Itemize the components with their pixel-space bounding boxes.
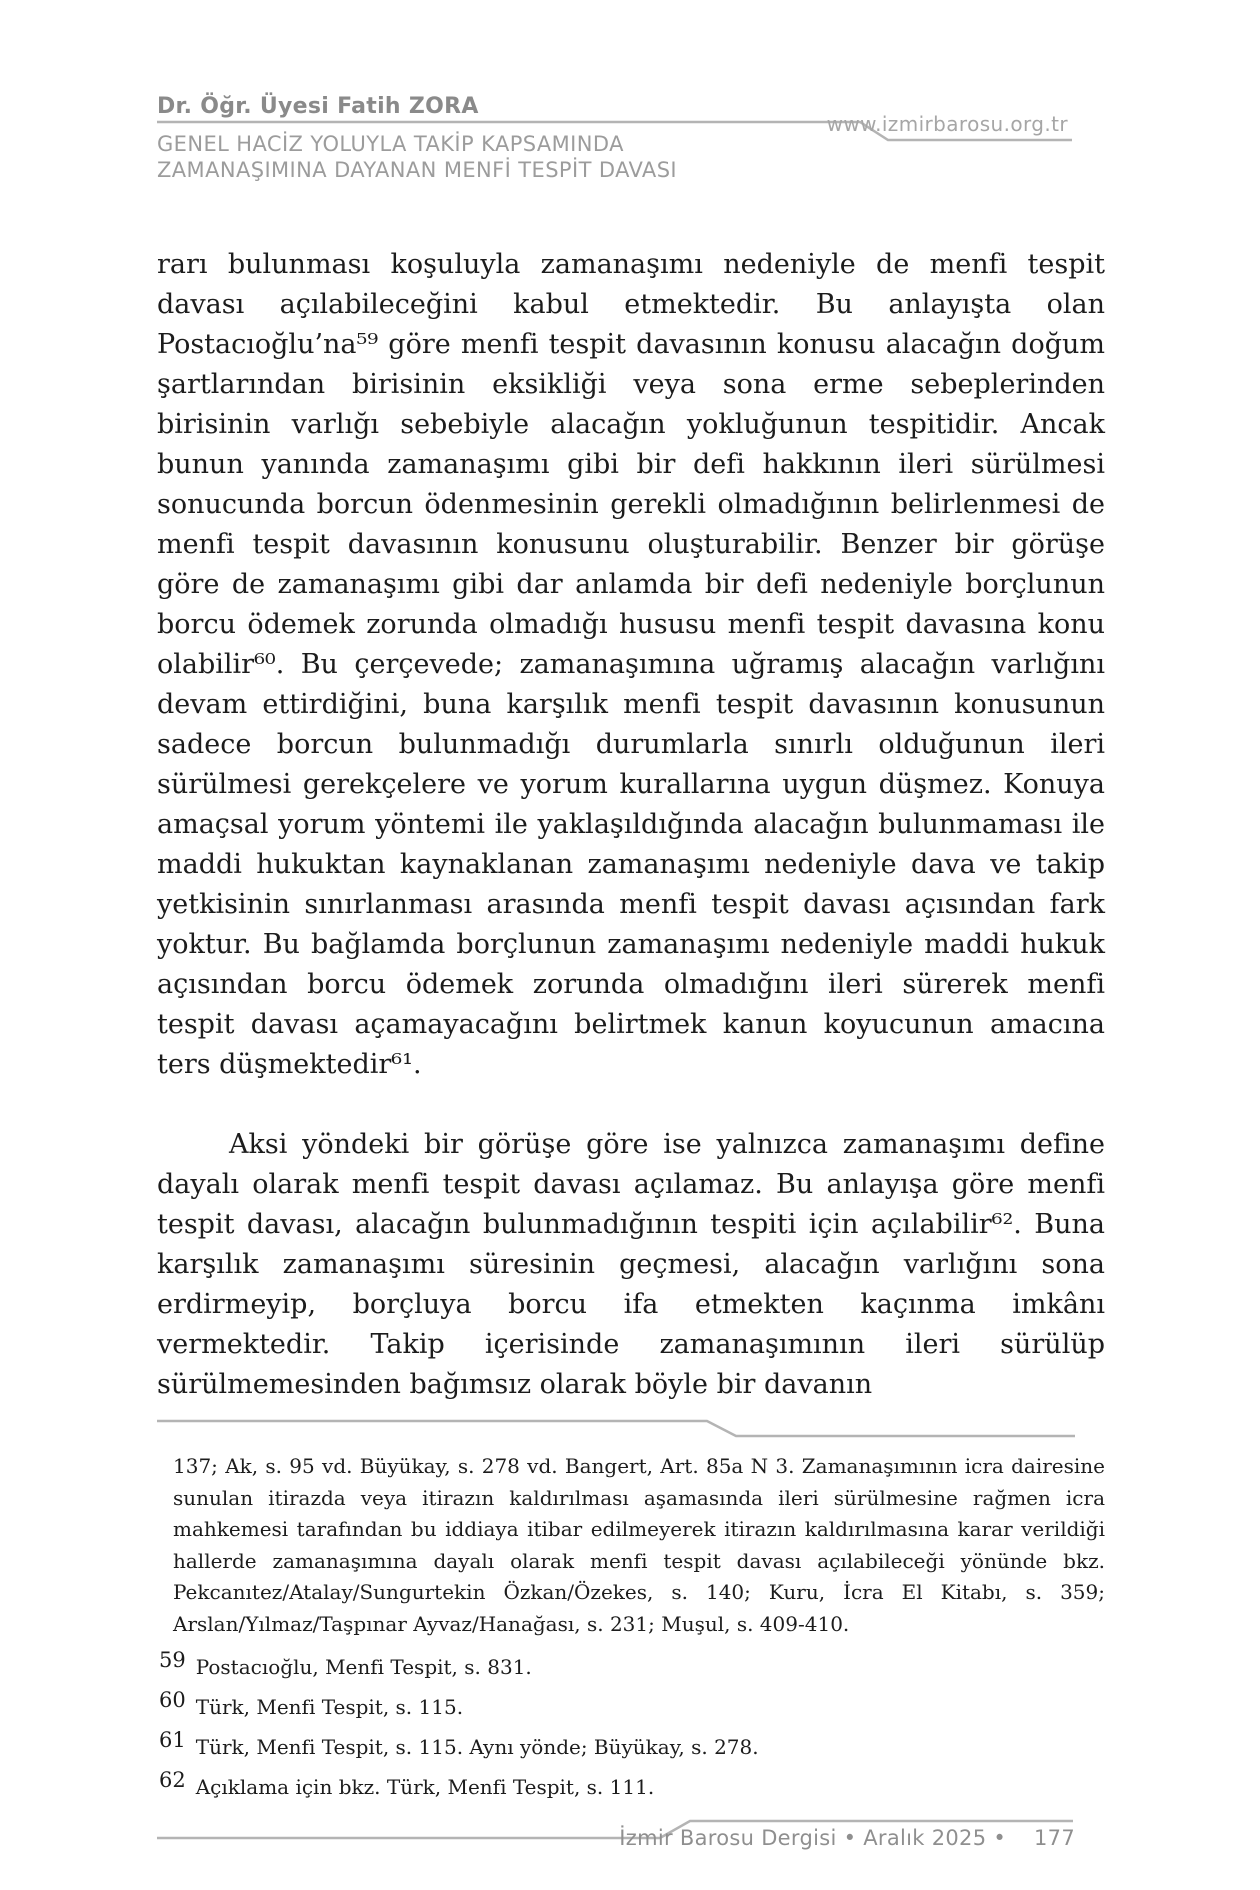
page-number: 177 [1034,1826,1075,1850]
footnote-entry [157,1768,1105,1800]
article-title [157,131,677,183]
article-title-line2: ZAMANAŞIMINA DAYANAN MENFİ TESPİT DAVASI [157,158,678,182]
footnote-list [157,1648,1105,1800]
footnote-text: Türk, Menfi Tespit, s. 115. [195,1695,464,1719]
article-title-line1: GENEL HACİZ YOLUYLA TAKİP KAPSAMINDA [157,132,624,156]
footnote-continuation: 137; Ak, s. 95 vd. Büyükay, s. 278 vd. Bangert, Art. 85a N 3. Zamanaşımının icra dairesine sunulan itirazda veya itirazın kaldırılması aşamasında ileri sürülmesine rağmen icra mahkemesi tarafından bu iddiaya itibar edilmeyerek itirazın kaldırılmasına karar verildiği hallerde zamanaşımına dayalı olarak menfi tespit davası açılabileceği yönünde bkz. Pekcanıtez/Atalay/Sungurtekin Özkan/Özekes, s. 140; Kuru, İcra El Kitabı, s. 359; Arslan/Yılmaz/Taşpınar Ayvaz/Hanağası, s. 231; Muşul, s. 409-410. [173,1454,1105,1636]
footnote-entry [157,1688,1105,1720]
journal-website: www.izmirbarosu.org.tr [826,112,1068,136]
footnotes-section [157,1451,1105,1800]
footnote-text: Açıklama için bkz. Türk, Menfi Tespit, s. 111. [195,1775,655,1799]
page-footer [157,1818,1105,1878]
footnote-number: 60 [159,1688,186,1712]
footnote-entry [157,1648,1105,1680]
article-body [157,245,1105,1405]
footnote-number: 61 [159,1728,186,1752]
body-paragraph-1: rarı bulunması koşuluyla zamanaşımı nedeniyle de menfi tespit davası açılabileceğini kabul etmektedir. Bu anlayışta olan Postacıoğlu’na⁵⁹ göre menfi tespit davasının konusu alacağın doğum şartlarından birisinin eksikliği veya sona erme sebeplerinden birisinin varlığı sebebiyle alacağın yokluğunun tespitidir. Ancak bunun yanında zamanaşımı gibi bir defi hakkının ileri sürülmesi sonucunda borcun ödenmesinin gerekli olmadığının belirlenmesi de menfi tespit davasının konusunu oluşturabilir. Benzer bir görüşe göre de zamanaşımı gibi dar anlamda bir defi nedeniyle borçlunun borcu ödemek zorunda olmadığı hususu menfi tespit davasına konu olabilir⁶⁰. Bu çerçevede; zamanaşımına uğramış alacağın varlığını devam ettirdiğini, buna karşılık menfi tespit davasının konusunun sadece borcun bulunmadığı durumlarla sınırlı olduğunun ileri sürülmesi gerekçelere ve yorum kurallarına uygun düşmez. Konuya amaçsal yorum yöntemi ile yaklaşıldığında alacağın bulunmaması ile maddi hukuktan kaynaklanan zamanaşımı nedeniyle dava ve takip yetkisinin sınırlanması arasında menfi tespit davası açısından fark yoktur. Bu bağlamda borçlunun zamanaşımı nedeniyle maddi hukuk açısından borcu ödemek zorunda olmadığını ileri sürerek menfi tespit davası açamayacağını belirtmek kanun koyucunun amacına ters düşmektedir⁶¹. [157,249,1105,1080]
page-header [0,0,1260,230]
body-paragraph-2: Aksi yöndeki bir görüşe göre ise yalnızca zamanaşımı define dayalı olarak menfi tespit davası açılamaz. Bu anlayışa göre menfi tespit davası, alacağın bulunmadığının tespiti için açılabilir⁶². Buna karşılık zamanaşımı süresinin geçmesi, alacağın varlığını sona erdirmeyip, borçluya borcu ifa etmekten kaçınma imkânı vermektedir. Takip içerisinde zamanaşımının ileri sürülüp sürülmemesinden bağımsız olarak böyle bir davanın [157,1129,1105,1400]
footnote-number: 59 [159,1648,186,1672]
footnote-text: Postacıoğlu, Menfi Tespit, s. 831. [195,1655,532,1679]
journal-name-date: İzmir Barosu Dergisi • Aralık 2025 • [619,1826,1007,1850]
author-name: Dr. Öğr. Üyesi Fatih ZORA [157,94,479,119]
footnote-number: 62 [159,1768,186,1792]
footer-text [619,1826,1075,1850]
footnote-text: Türk, Menfi Tespit, s. 115. Aynı yönde; Büyükay, s. 278. [195,1735,759,1759]
footnote-entry [157,1728,1105,1760]
footnote-separator-rule [157,1419,1103,1439]
